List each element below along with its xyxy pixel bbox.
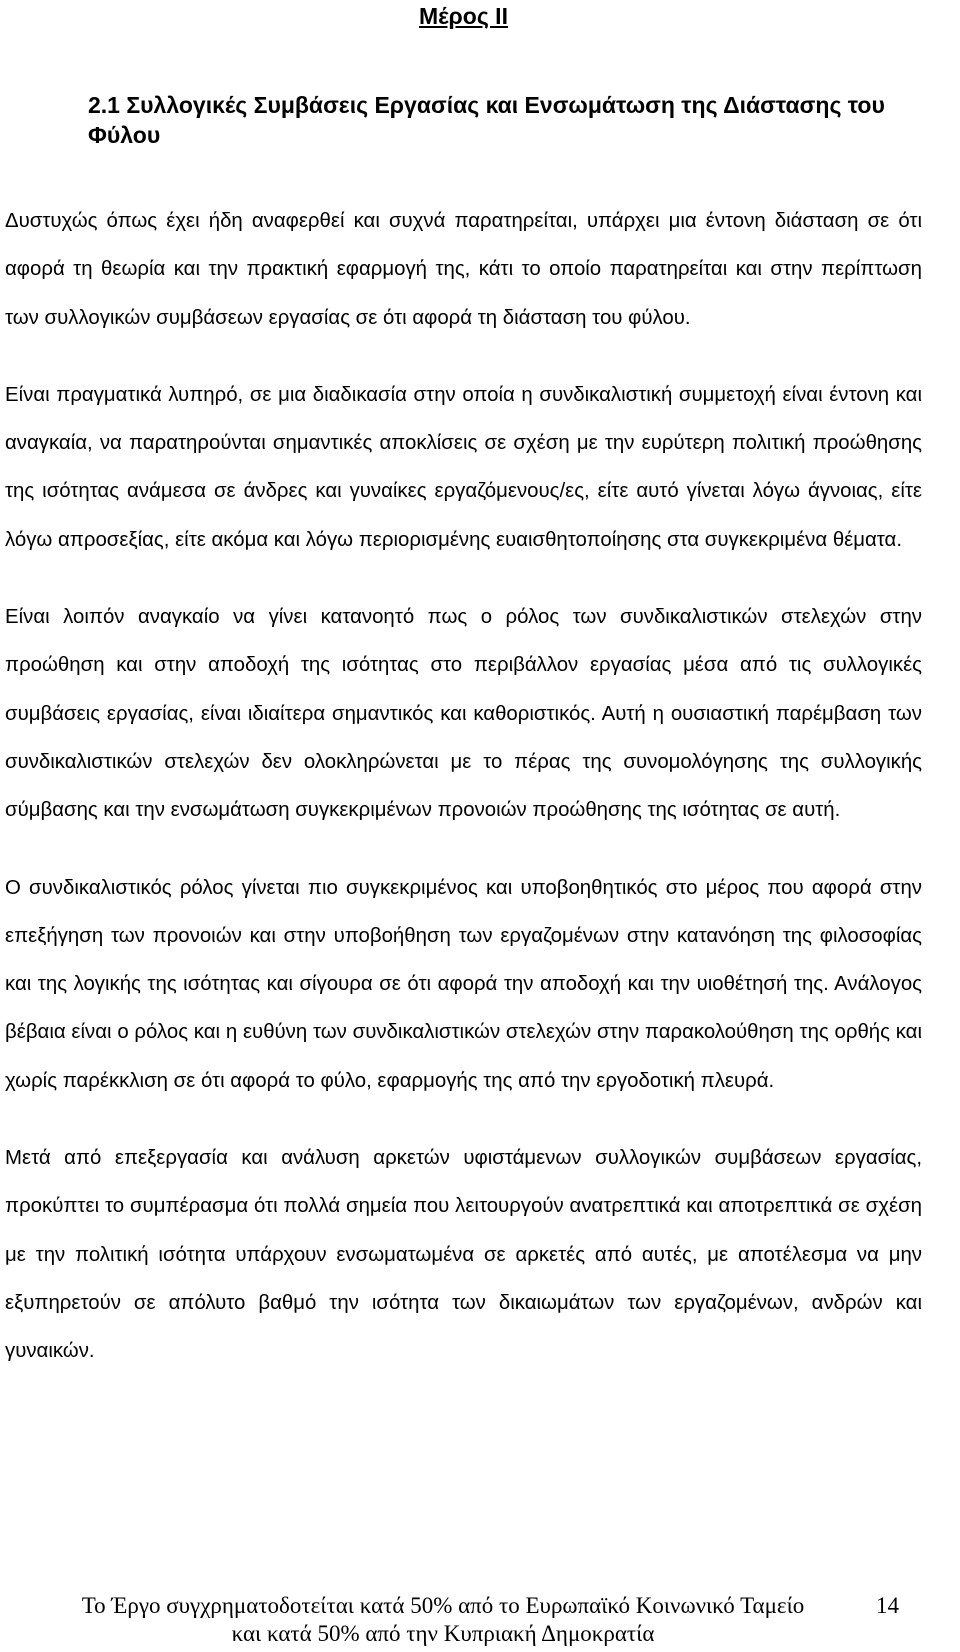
paragraph-5: Μετά από επεξεργασία και ανάλυση αρκετών υφιστάμενων συλλογικών συμβάσεων εργασίας, προκύπτει το συμπέρασμα ότι πολλά σημεία που λειτουργούν ανατρεπτικά και αποτρεπτικά σε σχέση με την πολιτική ισότητα υπάρχουν ενσωματωμένα σε αρκετές από αυτές, με αποτέλεσμα να μην εξυπηρετούν σε απόλυτο βαθμό την ισότητα των δικαιωμάτων των εργαζομένων, ανδρών και γυναικών. xyxy=(5,1147,922,1363)
paragraph-1: Δυστυχώς όπως έχει ήδη αναφερθεί και συχνά παρατηρείται, υπάρχει μια έντονη διάσταση σε ότι αφορά τη θεωρία και την πρακτική εφαρμογή της, κάτι το οποίο παρατηρείται και στην περίπτωση των συλλογικών συμβάσεων εργασίας σε ότι αφορά τη διάσταση του φύλου. xyxy=(5,210,922,329)
section-title: 2.1 Συλλογικές Συμβάσεις Εργασίας και Ενσωμάτωση της Διάστασης του Φύλου xyxy=(88,92,885,148)
paragraph-4: Ο συνδικαλιστικός ρόλος γίνεται πιο συγκεκριμένος και υποβοηθητικός στο μέρος που αφορά στην επεξήγηση των προνοιών και στην υποβοήθηση των εργαζομένων στην κατανόηση της φιλοσοφίας και της λογικής της ισότητας και σίγουρα σε ότι αφορά την αποδοχή και την υιοθέτησή της. Ανάλογος βέβαια είναι ο ρόλος και η ευθύνη των συνδικαλιστικών στελεχών στην παρακολούθηση της ορθής και χωρίς παρέκκλιση σε ότι αφορά το φύλο, εφαρμογής της από την εργοδοτική πλευρά. xyxy=(5,876,922,1092)
page-number: 14 xyxy=(876,1593,899,1618)
funding-notice xyxy=(22,1592,864,1648)
paragraph-3: Είναι λοιπόν αναγκαίο να γίνει κατανοητό πως ο ρόλος των συνδικαλιστικών στελεχών στην προώθηση και στην αποδοχή της ισότητας στο περιβάλλον εργασίας μέσα από τις συλλογικές συμβάσεις εργασίας, είναι ιδιαίτερα σημαντικός και καθοριστικός. Αυτή η ουσιαστική παρέμβαση των συνδικαλιστικών στελεχών δεν ολοκληρώνεται με το πέρας της συνομολόγησης της συλλογικής σύμβασης και την ενσωμάτωση συγκεκριμένων προνοιών προώθησης της ισότητας σε αυτή. xyxy=(5,606,922,822)
funding-notice-line-1: Το Έργο συγχρηματοδοτείται κατά 50% από το Ευρωπαϊκό Κοινωνικό Ταμείο xyxy=(81,1593,805,1618)
part-title: Μέρος ΙΙ xyxy=(419,3,508,29)
funding-notice-line-2: και κατά 50% από την Κυπριακή Δημοκρατία xyxy=(231,1621,655,1646)
page-footer xyxy=(0,1592,960,1652)
paragraph-2: Είναι πραγματικά λυπηρό, σε μια διαδικασία στην οποία η συνδικαλιστική συμμετοχή είναι έντονη και αναγκαία, να παρατηρούνται σημαντικές αποκλίσεις σε σχέση με την ευρύτερη πολιτική προώθησης της ισότητας ανάμεσα σε άνδρες και γυναίκες εργαζόμενους/ες, είτε αυτό γίνεται λόγω άγνοιας, είτε λόγω απροσεξίας, είτε ακόμα και λόγω περιορισμένης ευαισθητοποίησης στα συγκεκριμένα θέματα. xyxy=(5,383,922,551)
